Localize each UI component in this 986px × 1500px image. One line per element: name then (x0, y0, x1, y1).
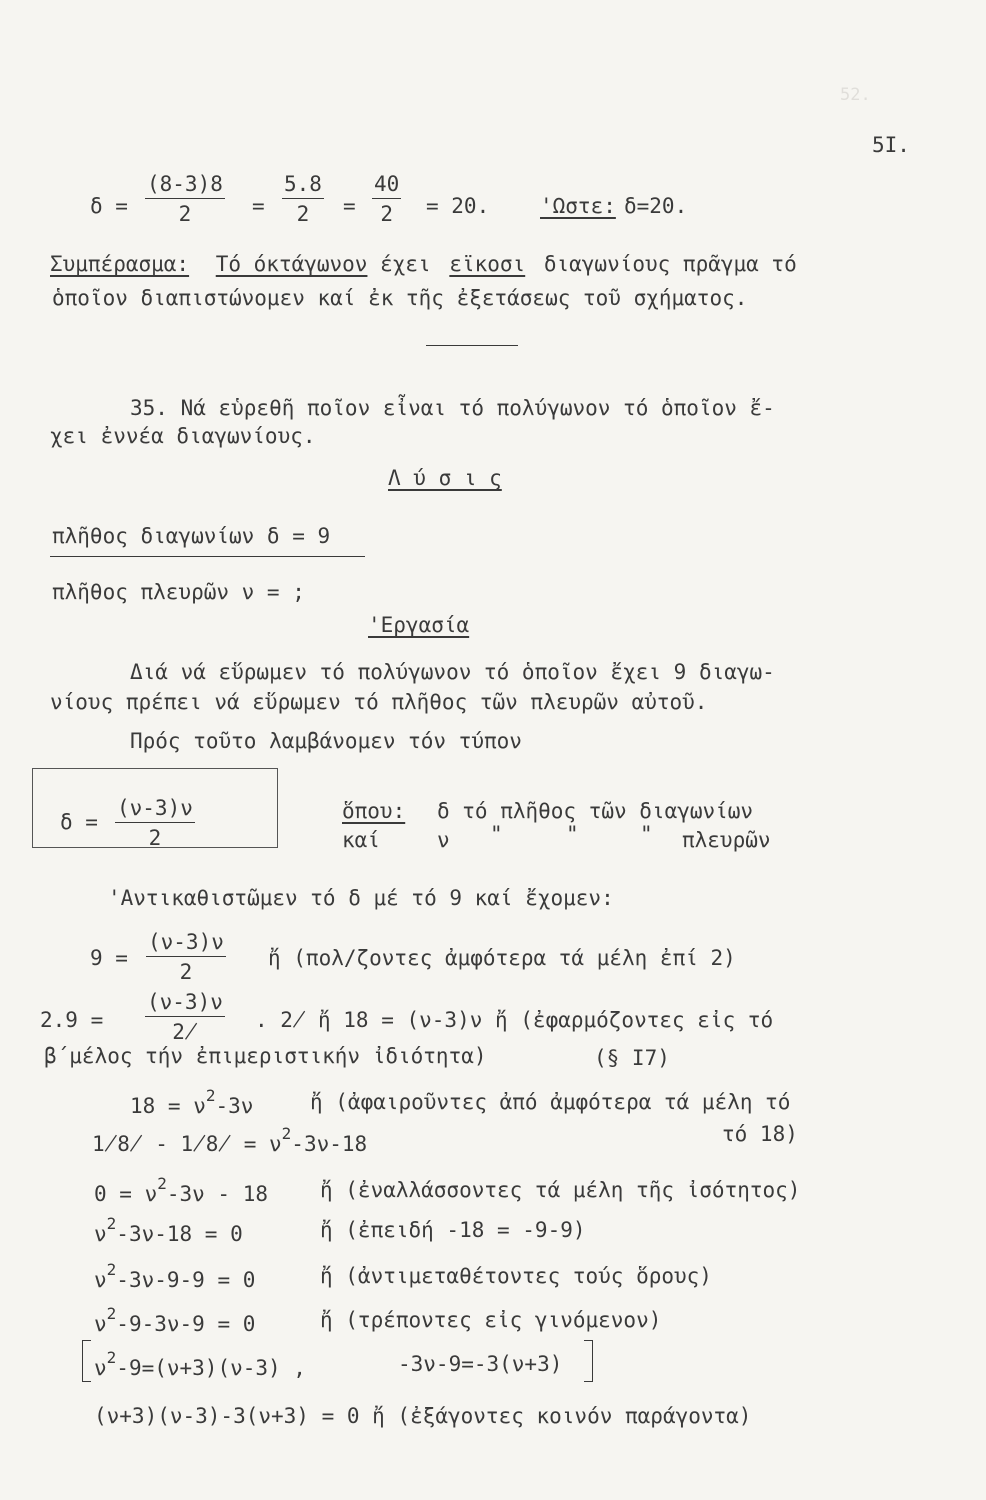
formula-lhs: δ = (60, 810, 98, 834)
step-8-part-b: -9-3ν-9 = 0 (116, 1312, 256, 1336)
equation-result: = 20. (426, 194, 490, 218)
has-text: έχει (380, 252, 431, 276)
step-5-comment: ἤ (ἐναλλάσσοντες τά μέλη τῆς ἰσότητος) (320, 1178, 801, 1202)
formula-denominator: 2 (148, 826, 162, 850)
step-4-exponent: 2 (281, 1124, 292, 1143)
step-2-reference: (§ I7) (594, 1046, 670, 1070)
conclusion-line-2: ὁποῖον διαπιστώνομεν καί ἐκ τῆς ἐξετάσεως τοῦ σχήματος. (52, 286, 748, 310)
octagon-text: Τό όκτάγωνον (215, 252, 368, 276)
step-4-expression (92, 1124, 368, 1156)
twenty-text: εϊκοσι (449, 252, 526, 276)
step-1-lhs: 9 = (90, 946, 128, 970)
step-5-part-a: 0 = ν (94, 1182, 158, 1206)
given-underline (50, 556, 365, 557)
step-5-exponent: 2 (157, 1174, 167, 1193)
step-8-comment: ἤ (τρέποντες εἰς γινόμενον) (320, 1308, 662, 1332)
where-nu: ν (437, 828, 450, 852)
step-8-expression (94, 1304, 256, 1336)
substitution-text: 'Αντικαθιστῶμεν τό δ μέ τό 9 καί ἔχομεν: (108, 886, 614, 910)
step-9-part-b: -9=(ν+3)(ν-3) , (116, 1356, 306, 1380)
left-bracket (82, 1340, 91, 1382)
step-3-comment: ἤ (ἀφαιροῦντες ἀπό ἀμφότερα τά μέλη τό (310, 1090, 791, 1114)
ditto-mark: " (490, 822, 503, 846)
step-2-fraction (145, 990, 225, 1044)
step-7-comment: ἤ (ἀντιμεταθέτοντες τούς ὅρους) (320, 1264, 712, 1288)
step-7-part-a: ν (94, 1268, 107, 1292)
hence-value: δ=20. (624, 194, 688, 218)
step-9-expression (94, 1348, 306, 1380)
step-4-comment: τό 18) (722, 1122, 798, 1146)
step-9-exponent: 2 (106, 1348, 117, 1367)
problem-line-2: χει ἐννέα διαγωνίους. (50, 424, 316, 448)
fraction-1-denominator: 2 (178, 202, 192, 226)
conclusion-line-1 (50, 254, 797, 275)
step-3-part-b: -3ν (215, 1094, 254, 1118)
where-kai: καί (342, 828, 380, 852)
step-3-exponent: 2 (205, 1086, 216, 1105)
step-2-denominator: 2̸ (172, 1020, 198, 1044)
page-number: 5I. (872, 133, 910, 157)
step-6-part-b: -3ν-18 = 0 (116, 1222, 243, 1246)
fraction-2 (282, 172, 324, 226)
fraction-3-denominator: 2 (380, 202, 393, 226)
ditto-mark: " (640, 822, 653, 846)
step-9-part-c: -3ν-9=-3(ν+3) (398, 1352, 563, 1376)
step-8-part-a: ν (94, 1312, 107, 1336)
step-1-denominator: 2 (179, 960, 193, 984)
equals-sign: = (343, 194, 356, 218)
formula-numerator: (ν-3)ν (115, 796, 195, 823)
step-6-expression (94, 1214, 243, 1246)
step-6-part-a: ν (94, 1222, 107, 1246)
section-separator (426, 345, 518, 346)
work-paragraph-1-line-2: νίους πρέπει νά εὕρωμεν τό πλῆθος τῶν πλευρῶν αὐτοῦ. (50, 690, 708, 714)
right-bracket (584, 1340, 593, 1382)
step-1-comment: ἤ (πολ/ζοντες ἀμφότερα τά μέλη ἐπί 2) (268, 946, 736, 970)
fraction-2-numerator: 5.8 (282, 172, 324, 199)
where-sides: πλευρῶν (682, 828, 771, 852)
step-3-part-a: 18 = ν (130, 1094, 206, 1118)
step-2-numerator: (ν-3)ν (145, 990, 225, 1017)
step-6-comment: ἤ (ἐπειδή -18 = -9-9) (320, 1218, 586, 1242)
step-4-part-a: 1̸8̸ - 1̸8̸ = ν (92, 1132, 282, 1156)
bleed-through-text: 52. (840, 85, 871, 105)
fraction-1 (145, 172, 225, 226)
ditto-mark: " (566, 822, 579, 846)
step-8-exponent: 2 (106, 1304, 117, 1323)
problem-line-1: 35. Νά εὑρεθῆ ποῖον εἶναι τό πολύγωνον τό ὁποῖον ἔ- (130, 396, 775, 420)
step-10-expression: (ν+3)(ν-3)-3(ν+3) = 0 ἤ (ἐξάγοντες κοινόν παράγοντα) (94, 1404, 752, 1428)
formula-fraction (115, 796, 195, 850)
conclusion-label: Συμπέρασμα: (50, 252, 190, 276)
equation-lhs: δ = (90, 194, 128, 218)
hence-label: 'Ωστε: (540, 194, 616, 218)
step-2-multiplier: . 2̸ (255, 1008, 306, 1032)
step-4-part-b: -3ν-18 (291, 1132, 368, 1156)
step-2-lhs: 2.9 = (40, 1008, 104, 1032)
work-paragraph-2: Πρός τοῦτο λαμβάνομεν τόν τύπον (130, 729, 522, 753)
fraction-1-numerator: (8-3)8 (145, 172, 225, 199)
step-3-expression (130, 1086, 254, 1118)
fraction-3 (372, 172, 401, 226)
step-7-part-b: -3ν-9-9 = 0 (116, 1268, 256, 1292)
work-paragraph-1-line-1: Διά νά εὕρωμεν τό πολύγωνον τό ὁποῖον ἔχει 9 διαγω- (130, 660, 775, 684)
equals-sign: = (252, 194, 265, 218)
conclusion-rest: διαγωνίους πρᾶγμα τό (543, 252, 797, 276)
step-7-expression (94, 1260, 256, 1292)
fraction-3-numerator: 40 (372, 172, 401, 199)
step-1-numerator: (ν-3)ν (146, 930, 226, 957)
step-6-exponent: 2 (106, 1214, 117, 1233)
fraction-2-denominator: 2 (296, 202, 310, 226)
step-5-part-b: -3ν - 18 (166, 1182, 269, 1206)
step-2-comment: ἤ 18 = (ν-3)ν ἤ (ἐφαρμόζοντες εἰς τό (318, 1008, 774, 1032)
solution-title: Λ ύ σ ι ς (388, 466, 502, 490)
step-1-fraction (146, 930, 226, 984)
step-2-line-2: β΄μέλος τήν ἐπιμεριστικήν ἰδιότητα) (44, 1044, 487, 1068)
given-sides: πλῆθος πλευρῶν ν = ; (52, 580, 305, 604)
where-label: ὅπου: (342, 799, 406, 823)
work-title: 'Εργασία (368, 613, 470, 637)
where-diagonals: δ τό πλῆθος τῶν διαγωνίων (437, 799, 754, 823)
given-diagonals: πλῆθος διαγωνίων δ = 9 (52, 524, 331, 548)
step-7-exponent: 2 (106, 1260, 117, 1279)
step-5-expression (94, 1174, 269, 1206)
step-9-part-a: ν (94, 1356, 107, 1380)
